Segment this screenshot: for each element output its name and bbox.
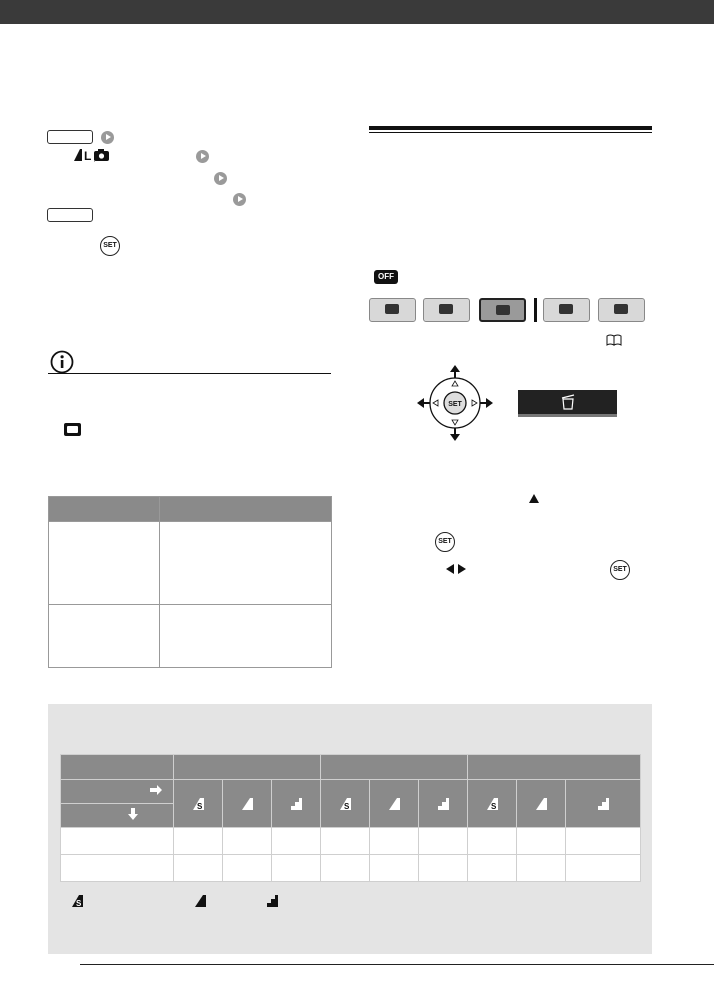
superfine-icon [486, 797, 499, 811]
table-cell [174, 855, 223, 882]
fine-icon [241, 797, 254, 811]
table-row [61, 855, 641, 882]
section-rule-thin [369, 132, 652, 133]
info-icon [50, 350, 74, 374]
set-button-icon: SET [435, 532, 455, 552]
table-cell [468, 828, 517, 855]
table-row [61, 828, 641, 855]
table-header-cell [61, 804, 174, 828]
mode-button-movie [423, 298, 470, 322]
photo-playback-icon [614, 304, 628, 314]
normal-icon [266, 894, 279, 908]
quality-superfine-header [174, 780, 223, 828]
delete-guide-button [518, 390, 617, 417]
up-triangle-icon [528, 493, 540, 504]
func-key-box [47, 130, 93, 144]
table-cell [160, 605, 332, 668]
func-key-box [47, 208, 93, 222]
table-header-cell [160, 497, 332, 522]
table-cell [321, 855, 370, 882]
header-bar [0, 0, 714, 24]
movie-playback-icon [559, 304, 573, 314]
table-cell [321, 828, 370, 855]
table-header-cell [61, 780, 174, 804]
superfine-icon [71, 894, 84, 908]
fine-icon [535, 797, 548, 811]
next-arrow-icon [214, 172, 227, 185]
table-cell [272, 855, 321, 882]
set-button-icon: SET [100, 236, 120, 256]
movie-record-icon [439, 304, 453, 314]
mode-button-photo [479, 298, 526, 322]
table-cell [370, 855, 419, 882]
svg-text:S: S [343, 801, 349, 811]
next-arrow-icon [101, 131, 114, 144]
normal-icon [290, 797, 303, 811]
next-arrow-icon [196, 150, 209, 163]
next-arrow-icon [233, 193, 246, 206]
svg-text:S: S [196, 801, 202, 811]
down-arrow-icon [127, 807, 139, 821]
set-button-icon: SET [610, 560, 630, 580]
table-cell [517, 855, 566, 882]
left-right-arrows-icon [445, 563, 467, 575]
quality-normal-header [272, 780, 321, 828]
table-cell [272, 828, 321, 855]
table-header-cell [61, 755, 174, 780]
camera-movie-auto-icon [385, 304, 399, 314]
svg-text:SET: SET [448, 401, 462, 408]
table-cell [370, 828, 419, 855]
table-header-cell [321, 755, 468, 780]
table-cell [517, 828, 566, 855]
notice-rule [48, 373, 331, 374]
table-cell [223, 855, 272, 882]
joystick-icon [416, 364, 494, 442]
fine-icon [194, 894, 207, 908]
photo-record-icon [496, 305, 510, 315]
section-rule-thick [369, 126, 652, 130]
normal-icon [437, 797, 450, 811]
camera-movie-auto-icon [64, 423, 81, 436]
footer-rule [80, 964, 714, 965]
superfine-icon [339, 797, 352, 811]
superfine-icon [192, 797, 205, 811]
table-cell [468, 855, 517, 882]
photo-count-table [60, 754, 641, 882]
quality-fine-header [223, 780, 272, 828]
mode-button-movie-playback [543, 298, 590, 322]
mode-divider [534, 298, 537, 322]
table-header-cell [468, 755, 641, 780]
table-cell [566, 855, 641, 882]
table-header-cell [49, 497, 160, 522]
right-arrow-icon [149, 784, 163, 796]
fine-icon [388, 797, 401, 811]
quality-superfine-header [321, 780, 370, 828]
mode-button-photo-playback [598, 298, 645, 322]
table-cell [174, 828, 223, 855]
quality-normal-header [419, 780, 468, 828]
book-ref-icon [606, 334, 622, 346]
off-badge: OFF [374, 270, 398, 284]
quality-fine-header [517, 780, 566, 828]
mode-button-camera-auto [369, 298, 416, 322]
table-cell [566, 828, 641, 855]
table-cell [419, 855, 468, 882]
table-cell [61, 855, 174, 882]
table-cell [61, 828, 174, 855]
camera-icon [94, 149, 110, 161]
table-cell [49, 605, 160, 668]
svg-text:S: S [490, 801, 496, 811]
svg-text:S: S [76, 899, 82, 908]
quality-normal-header [566, 780, 641, 828]
quality-superfine-header [468, 780, 517, 828]
normal-icon [597, 797, 610, 811]
table-cell [419, 828, 468, 855]
svg-text:L: L [84, 149, 92, 163]
table-cell [223, 828, 272, 855]
table-cell [49, 522, 160, 605]
trash-icon [560, 394, 576, 410]
info-table [48, 496, 332, 668]
table-cell [160, 522, 332, 605]
quality-fine-header [370, 780, 419, 828]
table-header-cell [174, 755, 321, 780]
